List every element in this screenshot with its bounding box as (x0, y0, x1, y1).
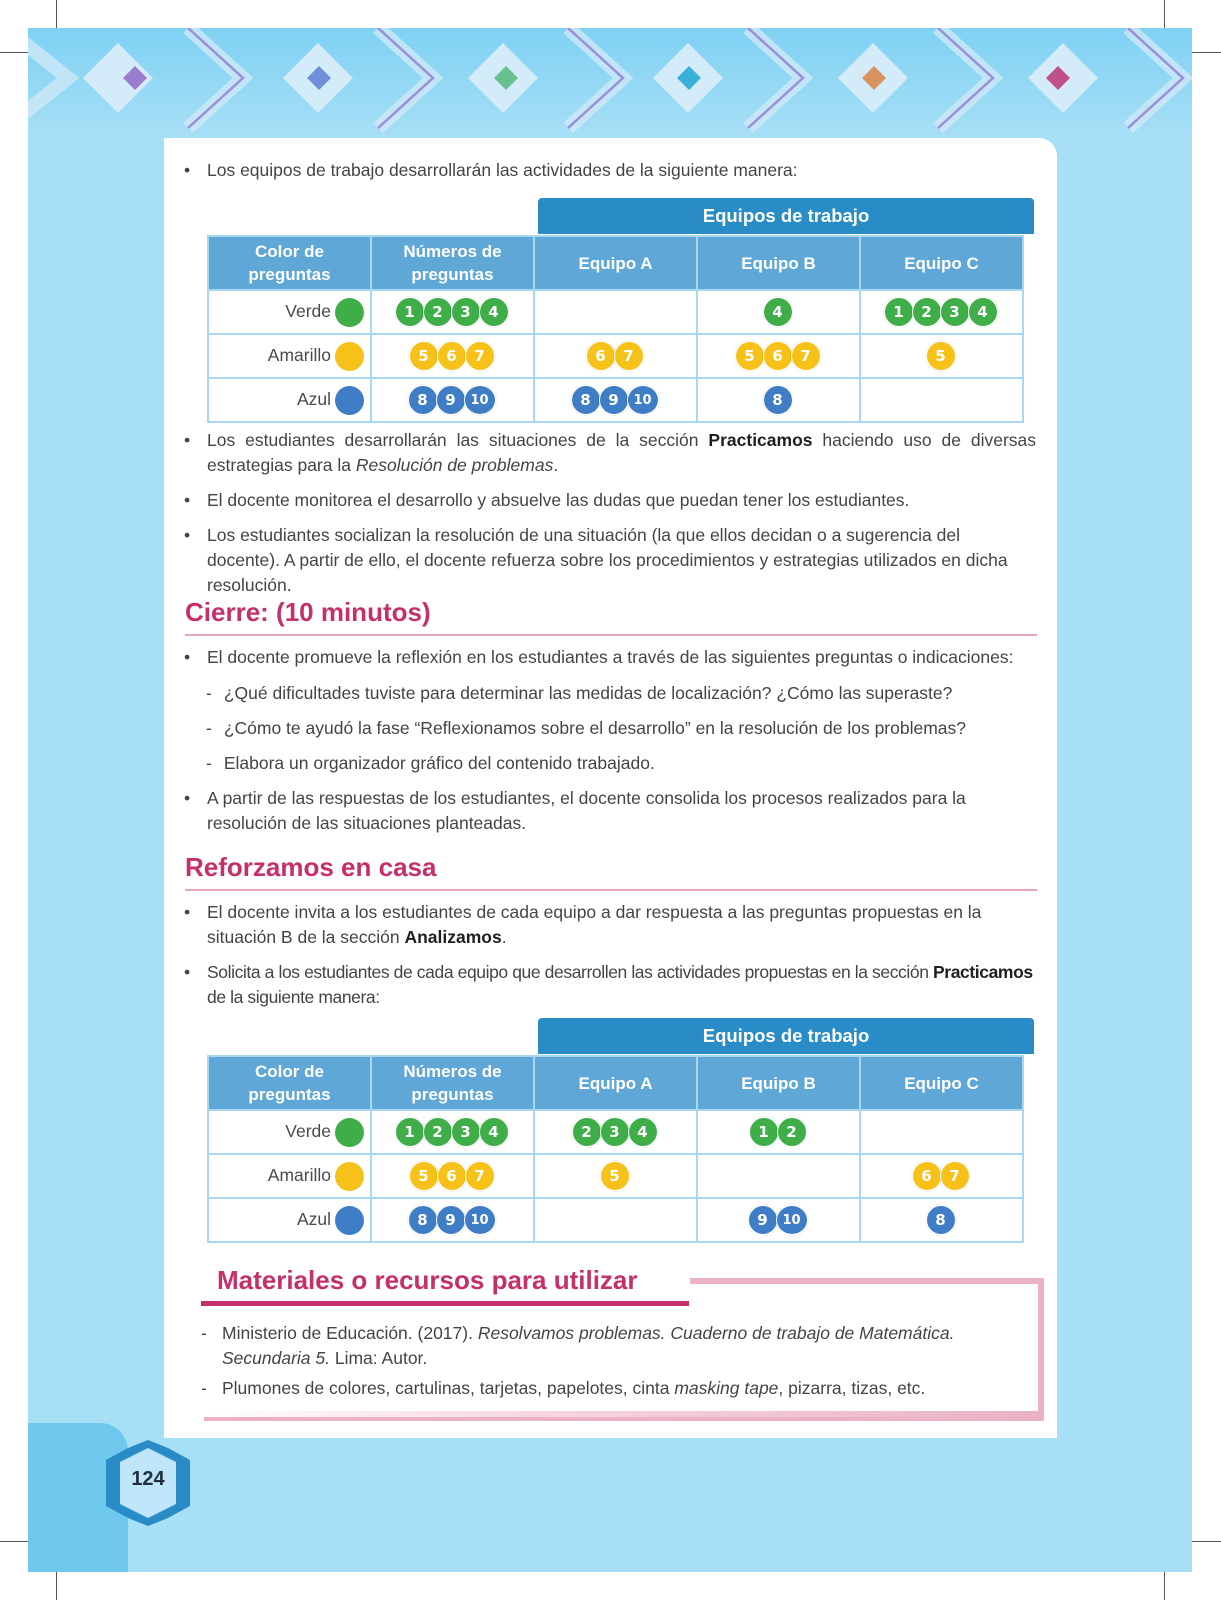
team-a-cell (534, 1110, 697, 1154)
question-number-badge: 1 (884, 297, 914, 327)
question-number-badge: 3 (600, 1117, 630, 1147)
number-badges (737, 341, 821, 371)
assignment-table (207, 235, 1024, 423)
question-number-badge: 2 (423, 1117, 453, 1147)
question-number-badge: 7 (940, 1161, 970, 1191)
team-c-cell (860, 1110, 1023, 1154)
question-color-cell (208, 1154, 371, 1198)
bullet-monitorea: • El docente monitorea el desarrollo y absuelve las dudas que puedan tener los estudiantes. (184, 490, 910, 510)
materials-frame-bottom (204, 1411, 1042, 1417)
col-header-numbers: Números de preguntas (371, 1056, 534, 1110)
number-badges (751, 1117, 807, 1147)
question-number-badge: 4 (628, 1117, 658, 1147)
team-c-cell (860, 1198, 1023, 1242)
question-number-badge: 7 (465, 1161, 495, 1191)
question-number-badge: 5 (926, 341, 956, 371)
question-number-badge: 4 (479, 297, 509, 327)
teams-header: Equipos de trabajo (538, 198, 1034, 234)
crop-mark (1164, 0, 1165, 28)
number-badges (928, 1205, 956, 1235)
question-number-badge: 5 (600, 1161, 630, 1191)
question-color-cell (208, 378, 371, 422)
sub-item: - ¿Cómo te ayudó la fase “Reflexionamos sobre el desarrollo” en la resolución de los problemas? (206, 718, 967, 738)
question-numbers-cell (371, 334, 534, 378)
col-header-team-c: Equipo C (860, 236, 1023, 290)
question-number-badge: 2 (912, 297, 942, 327)
number-badges (765, 297, 793, 327)
heading-reforzamos: Reforzamos en casa (185, 852, 1037, 891)
team-c-cell (860, 1154, 1023, 1198)
question-number-badge: 8 (926, 1205, 956, 1235)
team-a-cell (534, 1154, 697, 1198)
question-numbers-cell (371, 1154, 534, 1198)
bullet-invita: • El docente invita a los estudiantes de cada equipo a dar respuesta a las preguntas propuestas en la situación B de la sección Analizamos. (184, 902, 982, 947)
team-b-cell (697, 1154, 860, 1198)
bold-analizamos: Analizamos (404, 927, 502, 947)
question-number-badge: 9 (748, 1205, 778, 1235)
question-number-badge: 5 (409, 341, 439, 371)
heading-materiales: Materiales o recursos para utilizar (217, 1265, 638, 1295)
question-numbers-cell (371, 378, 534, 422)
color-label: Amarillo (267, 344, 331, 365)
number-badges (928, 341, 956, 371)
table-row (208, 290, 1023, 334)
decorative-banner (28, 28, 1192, 138)
crop-mark (56, 0, 57, 28)
sub-item: - ¿Qué dificultades tuviste para determinar las medidas de localización? ¿Cómo las superaste? (206, 683, 953, 703)
crop-mark (0, 1541, 28, 1542)
question-number-badge: 8 (763, 385, 793, 415)
color-swatch (335, 298, 364, 327)
material-item: - Plumones de colores, cartulinas, tarjetas, papelotes, cinta masking tape, pizarra, tizas, etc. (201, 1378, 926, 1398)
number-badges (886, 297, 998, 327)
crop-mark (1192, 52, 1221, 53)
question-number-badge: 1 (749, 1117, 779, 1147)
number-badges (914, 1161, 970, 1191)
color-swatch (335, 1118, 364, 1147)
question-number-badge: 5 (735, 341, 765, 371)
color-label: Verde (285, 300, 331, 321)
number-badges (602, 1161, 630, 1191)
question-number-badge: 6 (763, 341, 793, 371)
question-number-badge: 6 (586, 341, 616, 371)
teams-header: Equipos de trabajo (538, 1018, 1034, 1054)
team-b-cell (697, 378, 860, 422)
team-a-cell (534, 290, 697, 334)
bullet-solicita: • Solicita a los estudiantes de cada equipo que desarrollen las actividades propuestas en la sección Practicamos de la siguiente manera: (184, 962, 1033, 1007)
number-badges (750, 1205, 808, 1235)
question-numbers-cell (371, 1110, 534, 1154)
question-number-badge: 2 (572, 1117, 602, 1147)
heading-cierre: Cierre: (10 minutos) (185, 597, 1037, 636)
team-c-cell (860, 378, 1023, 422)
table-row (208, 1110, 1023, 1154)
question-number-badge: 7 (791, 341, 821, 371)
color-label: Azul (296, 1208, 331, 1229)
question-number-badge: 10 (627, 385, 659, 415)
col-header-team-a: Equipo A (534, 1056, 697, 1110)
bullet-reflexion: • El docente promueve la reflexión en los estudiantes a través de las siguientes preguntas o indicaciones: (184, 647, 1014, 667)
question-number-badge: 9 (436, 385, 466, 415)
crop-mark (0, 52, 28, 53)
question-number-badge: 3 (451, 297, 481, 327)
question-numbers-cell (371, 1198, 534, 1242)
question-number-badge: 3 (940, 297, 970, 327)
team-b-cell (697, 1198, 860, 1242)
number-badges (411, 341, 495, 371)
number-badges (765, 385, 793, 415)
table-row (208, 1198, 1023, 1242)
team-b-cell (697, 334, 860, 378)
crop-mark (1192, 1541, 1221, 1542)
question-color-cell (208, 1198, 371, 1242)
bullet-consolida: • A partir de las respuestas de los estudiantes, el docente consolida los procesos realizados para la resolución de las situaciones planteadas. (184, 788, 966, 833)
question-number-badge: 4 (968, 297, 998, 327)
bullet-intro: • Los equipos de trabajo desarrollarán las actividades de la siguiente manera: (184, 160, 798, 180)
question-number-badge: 10 (464, 385, 496, 415)
number-badges (397, 1117, 509, 1147)
question-number-badge: 5 (409, 1161, 439, 1191)
color-label: Verde (285, 1120, 331, 1141)
team-b-cell (697, 290, 860, 334)
bold-practicamos: Practicamos (708, 430, 813, 450)
question-number-badge: 4 (479, 1117, 509, 1147)
question-number-badge: 8 (571, 385, 601, 415)
question-number-badge: 3 (451, 1117, 481, 1147)
question-number-badge: 7 (614, 341, 644, 371)
material-item: - Ministerio de Educación. (2017). Resolvamos problemas. Cuaderno de trabajo de Matemática. Secundaria 5. Lima: Autor. (201, 1323, 955, 1368)
question-number-badge: 4 (763, 297, 793, 327)
team-b-cell (697, 1110, 860, 1154)
materials-underline (201, 1301, 689, 1306)
color-swatch (335, 342, 364, 371)
team-a-cell (534, 334, 697, 378)
color-label: Amarillo (267, 1164, 331, 1185)
bullet-practicamos: • Los estudiantes desarrollarán las situaciones de la sección Practicamos haciendo uso de diversas estrategias para la Resolución de problemas. (184, 430, 1036, 475)
question-number-badge: 10 (464, 1205, 496, 1235)
question-color-cell (208, 334, 371, 378)
question-number-badge: 7 (465, 341, 495, 371)
team-a-cell (534, 1198, 697, 1242)
question-number-badge: 2 (423, 297, 453, 327)
question-numbers-cell (371, 290, 534, 334)
question-number-badge: 8 (408, 385, 438, 415)
color-swatch (335, 1162, 364, 1191)
bullet-socializan: • Los estudiantes socializan la resolución de una situación (la que ellos decidan o a sugerencia del docente). A partir de ello, el docente refuerza sobre los procedimientos y estrategias utilizados en dicha resolución. (184, 525, 1008, 595)
question-color-cell (208, 1110, 371, 1154)
question-number-badge: 10 (776, 1205, 808, 1235)
assignment-table (207, 1055, 1024, 1243)
crop-mark (1164, 1572, 1165, 1600)
color-swatch (335, 1206, 364, 1235)
bold-practicamos: Practicamos (933, 962, 1033, 982)
table-row (208, 378, 1023, 422)
question-number-badge: 6 (437, 1161, 467, 1191)
team-c-cell (860, 334, 1023, 378)
question-number-badge: 6 (437, 341, 467, 371)
col-header-team-b: Equipo B (697, 1056, 860, 1110)
question-color-cell (208, 290, 371, 334)
page-number: 124 (131, 1468, 165, 1490)
color-label: Azul (296, 388, 331, 409)
sub-item: - Elabora un organizador gráfico del contenido trabajado. (206, 753, 655, 773)
team-a-cell (534, 378, 697, 422)
table-row (208, 1154, 1023, 1198)
col-header-team-c: Equipo C (860, 1056, 1023, 1110)
col-header-color: Color de preguntas (208, 236, 371, 290)
number-badges (397, 297, 509, 327)
crop-mark (56, 1572, 57, 1600)
number-badges (574, 1117, 658, 1147)
number-badges (588, 341, 644, 371)
table-row (208, 334, 1023, 378)
number-badges (411, 1161, 495, 1191)
color-swatch (335, 386, 364, 415)
teams-table-1 (207, 198, 1036, 423)
question-number-badge: 1 (395, 1117, 425, 1147)
question-number-badge: 9 (599, 385, 629, 415)
teams-table-2 (207, 1018, 1036, 1243)
number-badges (410, 385, 496, 415)
number-badges (573, 385, 659, 415)
question-number-badge: 8 (408, 1205, 438, 1235)
table-body (208, 290, 1023, 422)
team-c-cell (860, 290, 1023, 334)
table-body (208, 1110, 1023, 1242)
question-number-badge: 2 (777, 1117, 807, 1147)
col-header-team-b: Equipo B (697, 236, 860, 290)
question-number-badge: 1 (395, 297, 425, 327)
question-number-badge: 6 (912, 1161, 942, 1191)
col-header-color: Color de preguntas (208, 1056, 371, 1110)
col-header-team-a: Equipo A (534, 236, 697, 290)
question-number-badge: 9 (436, 1205, 466, 1235)
col-header-numbers: Números de preguntas (371, 236, 534, 290)
number-badges (410, 1205, 496, 1235)
